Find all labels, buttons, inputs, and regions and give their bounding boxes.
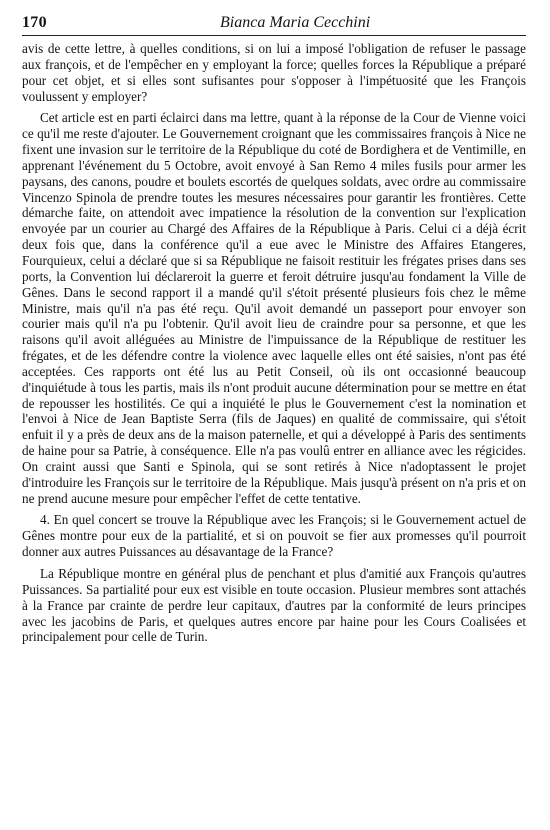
body-text bbox=[22, 41, 526, 645]
running-head: Bianca Maria Cecchini bbox=[220, 14, 371, 31]
paragraph-answer-3: Cet article est en parti éclairci dans ma lettre, quant à la réponse de la Cour de Vienne voici ce qu'il me reste d'ajouter. Le Gouvernement croignant que les commissaires françois à Nice ne fixent une invasion sur le territoire de la République du coté de Bordighera et de Ventimille, en apprenant l'événement du 5 Octobre, avoit envoyé à San Remo 4 miles fusils pour armer les paysans, des canons, poudre et boulets escortés de quelques soldats, avec ordre au commissaire Vincenzo Spinola de prendre toutes les mesures nécessaires pour garantir les frontières. Cette démarche faite, on attendoit avec impatience la résolution de la convention sur l'explication envoyée par un courier au Chargé des Affaires de la République à Paris. Celui ci a déjà écrit deux fois que, dans la conférence qu'il a eue avec le Ministre des Affaires Etangeres, Fourquieux, celui a déclaré que si sa République ne faisoit restituir les frégates prises dans ses ports, la Convention lui déclareroit la guerre et feroit détruire jusqu'au fondament la Ville de Gênes. Dans le second rapport il a mandé qu'il s'étoit présenté plusieurs fois chez le même Ministre, mais qu'il n'a pas été reçu. Qu'il avoit demandé un passeport pour envoyer son courier mais qu'il n'a pu l'obtenir. Qu'il avoit lieu de craindre pour sa personne, et que les raisons qu'il avoit alléguées au Ministre de l'impuissance de la République de restituer les frégates, et de les défendre contre la violence avec laquelle elles ont été saisies, n'ont pas été acceptées. Ces rapports ont été lus au Petit Conseil, où ils ont occasionné beaucoup d'inquiétude à tous les partis, mais ils n'ont produit aucune détermination pour se mettre en état de repousser les hostilités. Ce qui a inquiété le plus le Gouvernement c'est la nomination et l'envoi à Nice de Jean Baptiste Serra (fils de Jaques) en qualité de commissaire, qui s'étoit enfuit il y a près de deux ans de la maison paternelle, et qui a développé à Paris des sentiments de haine pour sa Patrie, à conséquence. Elle n'a pas voulû entrer en alliance avec les régicides. On craint aussi que Santi e Spinola, qui se sont retirés à Nice n'adoptassent le projet d'introduire les François sur le territoire de la République. Mais jusqu'à présent on n'a pris et on ne prend aucune mesure pour empêcher l'effet de cette tentative. bbox=[22, 110, 526, 506]
page-header bbox=[22, 14, 526, 36]
paragraph-question-4: 4. En quel concert se trouve la République avec les François; si le Gouvernement actuel de Gênes montre pour eux de la partialité, et si on pouvoit se fier aux promesses qu'il pourroit donner aux autres Puissances au désavantage de la France? bbox=[22, 512, 526, 560]
paragraph-answer-4: La République montre en général plus de penchant et plus d'amitié aux François qu'autres Puissances. Sa partialité pour eux est visible en toute occasion. Plusieur membres sont attachés à la France par crainte de perdre leur capitaux, d'autres par la conformité de leurs principes avec les jacobins de Paris, et quelques autres encore par haine pour les Cours Coalisées et principalement pour celle de Turin. bbox=[22, 566, 526, 645]
header-rule bbox=[22, 35, 526, 36]
paragraph-continuation: avis de cette lettre, à quelles conditions, si on lui a imposé l'obligation de refuser le passage aux françois, et de l'empêcher en y employant la force; quelles forces la République a préparé pour cet objet, et si elles sont sufisantes pour s'opposer à l'impétuosité que les François voulussent y employer? bbox=[22, 41, 526, 104]
page-number: 170 bbox=[22, 14, 47, 31]
